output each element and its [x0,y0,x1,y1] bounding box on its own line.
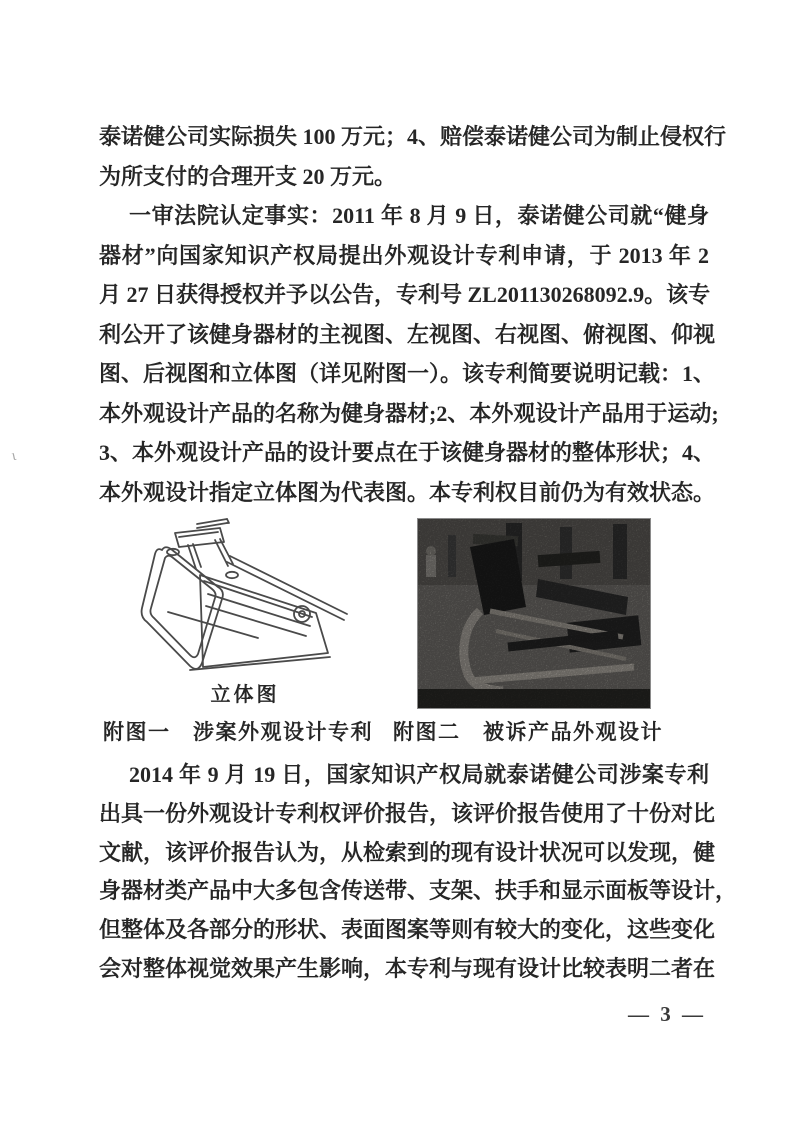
body-text-top [99,117,727,512]
treadmill-photo-icon [418,519,650,708]
text-line: 一审法院认定事实：2011 年 8 月 9 日，泰诺健公司就“健身 [129,203,709,228]
text-line: 泰诺健公司实际损失 100 万元；4、赔偿泰诺健公司为制止侵权行 [99,124,727,149]
scan-artifact-mark: ι [10,447,18,465]
text-line: 器材”向国家知识产权局提出外观设计专利申请，于 2013 年 2 [99,242,709,268]
figure-patent-drawing [138,516,352,682]
text-line: 3、本外观设计产品的设计要点在于该健身器材的整体形状；4、 [99,440,716,465]
text-line: 为所支付的合理开支 20 万元。 [99,163,397,189]
text-line: 但整体及各部分的形状、表面图案等则有较大的变化，这些变化 [99,917,716,943]
text-line: 文献，该评价报告认为，从检索到的现有设计状况可以发现，健 [99,839,716,865]
treadmill-line-drawing-icon [138,516,352,682]
text-line: 2014 年 9 月 19 日，国家知识产权局就泰诺健公司涉案专利 [129,762,709,787]
page-number: — 3 — [628,1002,706,1026]
text-line: 本外观设计产品的名称为健身器材;2、本外观设计产品用于运动; [99,400,719,426]
text-line: 会对整体视觉效果产生影响，本专利与现有设计比较表明二者在 [99,955,716,981]
text-line: 月 27 日获得授权并予以公告，专利号 ZL201130268092.9。该专 [99,282,711,307]
figure-drawing-label: 立体图 [210,684,280,706]
figure1-caption: 附图一 涉案外观设计专利 [103,720,373,744]
text-line: 利公开了该健身器材的主视图、左视图、右视图、俯视图、仰视 [99,321,716,347]
text-line: 身器材类产品中大多包含传送带、支架、扶手和显示面板等设计， [99,878,738,904]
text-line: 图、后视图和立体图（详见附图一）。该专利简要说明记载：1、 [99,361,716,386]
text-line: 本外观设计指定立体图为代表图。本专利权目前仍为有效状态。 [99,479,716,505]
body-text-bottom [99,756,738,989]
text-line: 出具一份外观设计专利权评价报告，该评价报告使用了十份对比 [99,800,716,826]
figure-accused-product-photo [418,519,650,708]
figure2-caption: 附图二 被诉产品外观设计 [393,720,663,744]
